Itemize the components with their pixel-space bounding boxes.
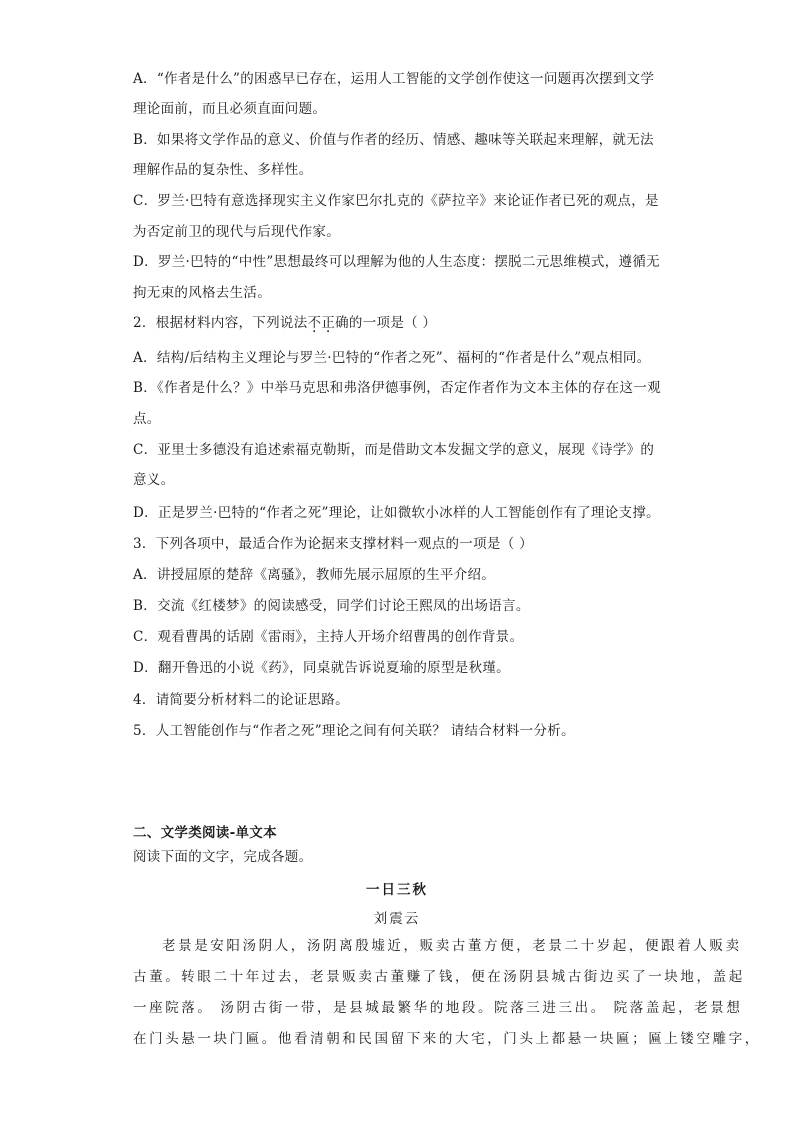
story-paragraph-line: 老景是安阳汤阴人，汤阴离殷墟近，贩卖古董方便，老景二十岁起，便跟着人贩卖 xyxy=(162,938,742,954)
q1-option-b-line1: B．如果将文学作品的意义、价值与作者的经历、情感、趣味等关联起来理解，就无法 xyxy=(133,132,654,148)
q3-option-b: B．交流《红楼梦》的阅读感受，同学们讨论王熙凤的出场语言。 xyxy=(133,598,530,614)
story-paragraph-line: 在门头悬一块门匾。他看清朝和民国留下来的大宅，门头上都悬一块匾；匾上镂空雕字， xyxy=(133,1031,761,1047)
q3-option-c: C．观看曹禺的话剧《雷雨》，主持人开场介绍曹禺的创作背景。 xyxy=(133,629,524,645)
q1-option-d-line1: D．罗兰·巴特的“中性”思想最终可以理解为他的人生态度：摆脱二元思维模式，遵循无 xyxy=(133,254,660,270)
q1-option-c-line1: C．罗兰·巴特有意选择现实主义作家巴尔扎克的《萨拉辛》来论证作者已死的观点，是 xyxy=(133,193,659,209)
q3-option-d: D．翻开鲁迅的小说《药》，同桌就告诉说夏瑜的原型是秋瑾。 xyxy=(133,660,510,676)
story-paragraph-line: 古董。转眼二十年过去，老景贩卖古董赚了钱，便在汤阴县城古街边买了一块地，盖起 xyxy=(133,969,745,985)
q2-option-b-line2: 点。 xyxy=(133,411,161,427)
q4-stem: 4．请简要分析材料二的论证思路。 xyxy=(133,692,349,708)
q2-stem-before: 2．根据材料内容，下列说法 xyxy=(133,315,308,331)
q2-option-a: A．结构/后结构主义理论与罗兰·巴特的“作者之死”、福柯的“作者是什么”观点相同。 xyxy=(133,350,651,366)
story-author: 刘震云 xyxy=(373,911,421,927)
story-paragraph-line: 一座院落。 汤阴古街一带，是县城最繁华的地段。院落三进三出。 院落盖起，老景想 xyxy=(133,1000,743,1016)
q5-stem: 5．人工智能创作与“作者之死”理论之间有何关联？ 请结合材料一分析。 xyxy=(133,723,575,739)
q1-option-c-line2: 为否定前卫的现代与后现代作家。 xyxy=(133,224,340,240)
q2-option-c-line2: 意义。 xyxy=(133,472,175,488)
q1-option-b-line2: 理解作品的复杂性、多样性。 xyxy=(133,162,313,178)
q1-option-a-line1: A．“作者是什么”的困惑早已存在，运用人工智能的文学创作使这一问题再次摆到文学 xyxy=(133,71,655,87)
section-instruction: 阅读下面的文字，完成各题。 xyxy=(133,849,313,865)
q2-stem-emphasis-2: 正 xyxy=(321,315,336,331)
q3-stem: 3．下列各项中，最适合作为论据来支撑材料一观点的一项是（ ） xyxy=(133,536,533,552)
q2-option-b-line1: B．《作者是什么？》中举马克思和弗洛伊德事例，否定作者作为文本主体的存在这一观 xyxy=(133,380,661,396)
section-title: 二、文学类阅读-单文本 xyxy=(133,825,277,841)
q2-stem xyxy=(133,314,436,332)
q2-stem-after: 确的一项是（ ） xyxy=(335,315,437,331)
q3-option-a: A．讲授屈原的楚辞《离骚》，教师先展示屈原的生平介绍。 xyxy=(133,567,496,583)
q2-option-d: D．正是罗兰·巴特的“作者之死”理论，让如微软小冰样的人工智能创作有了理论支撑。 xyxy=(133,505,660,521)
story-title: 一日三秋 xyxy=(366,882,428,898)
q2-option-c-line1: C．亚里士多德没有追述索福克勒斯，而是借助文本发掘文学的意义，展现《诗学》的 xyxy=(133,442,655,458)
q1-option-a-line2: 理论面前，而且必须直面问题。 xyxy=(133,101,327,117)
q1-option-d-line2: 拘无束的风格去生活。 xyxy=(133,285,271,301)
q2-stem-emphasis-1: 不 xyxy=(307,315,322,331)
